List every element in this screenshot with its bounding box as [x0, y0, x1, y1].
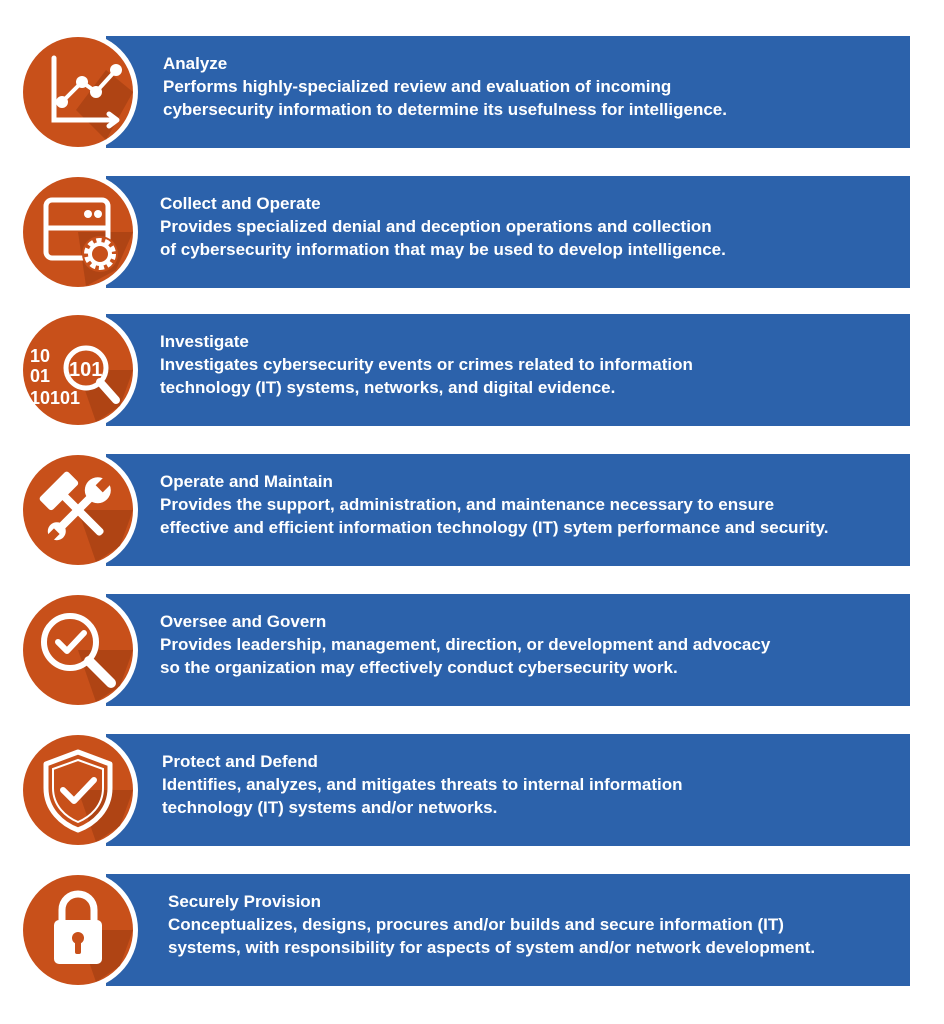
category-text	[160, 330, 920, 399]
binary-text: 101	[69, 359, 103, 381]
category-description-line: Provides leadership, management, direction, or development and advocacy	[160, 635, 771, 654]
category-description-line: Provides the support, administration, and maintenance necessary to ensure	[160, 495, 775, 514]
category-text	[160, 470, 920, 539]
category-description-line: technology (IT) systems and/or networks.	[162, 798, 498, 817]
category-text	[160, 610, 920, 679]
category-description-line: Investigates cybersecurity events or crimes related to information	[160, 355, 693, 374]
magnifier-check-icon	[16, 588, 140, 712]
binary-text: 10	[30, 346, 51, 366]
category-title: Oversee and Govern	[160, 612, 327, 631]
category-row-analyze	[0, 30, 944, 154]
category-description-line: systems, with responsibility for aspects of system and/or network development.	[168, 938, 816, 957]
category-description-line: Performs highly-specialized review and evaluation of incoming	[163, 77, 672, 96]
shield-check-icon	[16, 728, 140, 852]
category-row-oversee-and-govern	[0, 588, 944, 712]
category-description-line: Conceptualizes, designs, procures and/or builds and secure information (IT)	[168, 915, 784, 934]
binary-text: 10101	[30, 388, 81, 408]
category-text	[162, 750, 922, 819]
category-title: Investigate	[160, 332, 249, 351]
category-row-collect-and-operate	[0, 170, 944, 294]
category-title: Securely Provision	[168, 892, 322, 911]
binary-magnifier-icon	[16, 308, 140, 432]
category-description-line: effective and efficient information technology (IT) sytem performance and security.	[160, 518, 829, 537]
category-row-investigate	[0, 308, 944, 432]
category-text	[163, 52, 923, 121]
category-description-line: so the organization may effectively conduct cybersecurity work.	[160, 658, 678, 677]
category-row-securely-provision	[0, 868, 944, 992]
category-description-line: Provides specialized denial and deception operations and collection	[160, 217, 712, 236]
category-title: Analyze	[163, 54, 228, 73]
category-description-line: cybersecurity information to determine its usefulness for intelligence.	[163, 100, 727, 119]
category-text	[160, 192, 920, 261]
category-title: Protect and Defend	[162, 752, 318, 771]
hammer-wrench-icon	[16, 448, 140, 572]
category-row-operate-and-maintain	[0, 448, 944, 572]
category-description-line: Identifies, analyzes, and mitigates threats to internal information	[162, 775, 683, 794]
category-description-line: of cybersecurity information that may be used to develop intelligence.	[160, 240, 726, 259]
padlock-icon	[16, 868, 140, 992]
category-title: Operate and Maintain	[160, 472, 333, 491]
category-description-line: technology (IT) systems, networks, and digital evidence.	[160, 378, 616, 397]
category-title: Collect and Operate	[160, 194, 321, 213]
category-row-protect-and-defend	[0, 728, 944, 852]
server-gear-icon	[16, 170, 140, 294]
binary-text: 01	[30, 366, 51, 386]
category-text	[168, 890, 928, 959]
line-chart-icon	[16, 30, 140, 154]
